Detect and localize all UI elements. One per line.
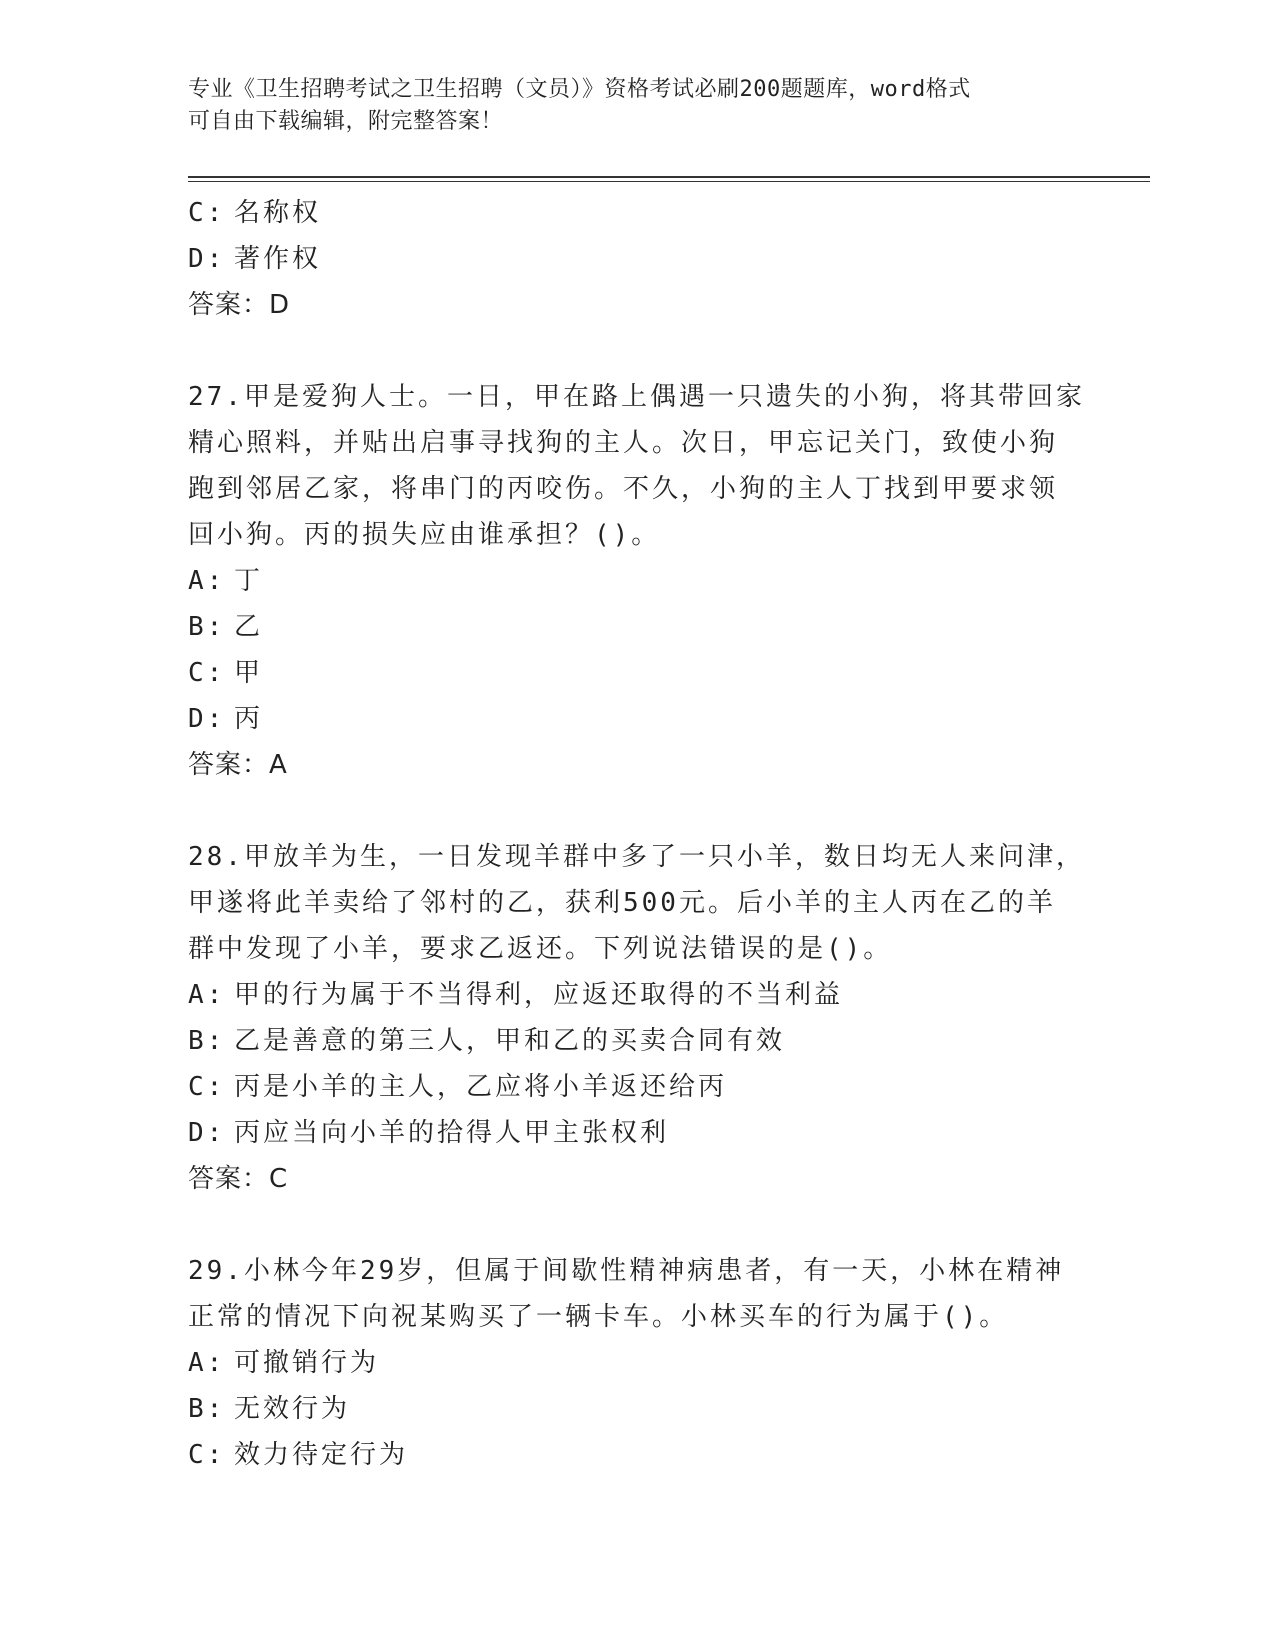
option-text: 名称权 [234,198,322,228]
question-text-line: 精心照料，并贴出启事寻找狗的主人。次日，甲忘记关门，致使小狗 [188,428,1059,458]
option-b [188,1018,1088,1064]
option-text: 丁 [234,566,264,596]
option-letter: B: [188,612,226,642]
option-letter: D: [188,1118,226,1148]
answer-line: 答案：A [188,750,288,780]
option-text: 可撤销行为 [234,1348,380,1378]
question-text-line: 群中发现了小羊，要求乙返还。下列说法错误的是()。 [188,934,893,964]
option-text: 丙 [234,704,264,734]
question-text-line: 回小狗。丙的损失应由谁承担？()。 [188,520,661,550]
option-b [188,1386,1088,1432]
question-text-line: 28.甲放羊为生，一日发现羊群中多了一只小羊，数日均无人来问津， [188,842,1085,872]
option-text: 著作权 [234,244,322,274]
document-header [188,74,1068,138]
question-28 [188,834,1088,1202]
header-divider-thin [188,181,1150,182]
option-c [188,1432,1088,1478]
option-text: 乙是善意的第三人，甲和乙的买卖合同有效 [234,1026,786,1056]
option-text: 乙 [234,612,264,642]
option-a [188,972,1088,1018]
option-d [188,696,1088,742]
question-text-line: 27.甲是爱狗人士。一日，甲在路上偶遇一只遗失的小狗，将其带回家 [188,382,1085,412]
option-text: 甲 [234,658,264,688]
option-c [188,650,1088,696]
question-26-tail [188,190,1088,328]
option-text: 效力待定行为 [234,1440,409,1470]
answer-line: 答案：D [188,290,291,320]
option-letter: C: [188,1440,226,1470]
option-a [188,558,1088,604]
question-text-line: 甲遂将此羊卖给了邻村的乙，获利500元。后小羊的主人丙在乙的羊 [188,888,1056,918]
option-letter: D: [188,704,226,734]
header-line-2: 可自由下载编辑，附完整答案！ [188,109,504,134]
option-a [188,1340,1088,1386]
option-letter: A: [188,566,226,596]
option-c [188,1064,1088,1110]
answer-line: 答案：C [188,1164,289,1194]
option-letter: C: [188,658,226,688]
option-letter: A: [188,980,226,1010]
option-c [188,190,1088,236]
header-divider-thick [188,176,1150,178]
question-text-line: 29.小林今年29岁，但属于间歇性精神病患者，有一天，小林在精神 [188,1256,1065,1286]
option-letter: B: [188,1026,226,1056]
option-d [188,1110,1088,1156]
option-text: 甲的行为属于不当得利，应返还取得的不当利益 [234,980,844,1010]
header-line-1: 专业《卫生招聘考试之卫生招聘（文员）》资格考试必刷200题题库，word格式 [188,77,971,102]
option-d [188,236,1088,282]
option-letter: D: [188,244,226,274]
option-text: 丙是小羊的主人，乙应将小羊返还给丙 [234,1072,728,1102]
question-27 [188,374,1088,788]
option-text: 无效行为 [234,1394,351,1424]
question-text-line: 正常的情况下向祝某购买了一辆卡车。小林买车的行为属于()。 [188,1302,1009,1332]
option-letter: C: [188,1072,226,1102]
option-letter: B: [188,1394,226,1424]
option-text: 丙应当向小羊的拾得人甲主张权利 [234,1118,670,1148]
question-29 [188,1248,1088,1478]
option-letter: A: [188,1348,226,1378]
question-text-line: 跑到邻居乙家，将串门的丙咬伤。不久，小狗的主人丁找到甲要求领 [188,474,1059,504]
option-b [188,604,1088,650]
document-body [188,190,1088,1478]
option-letter: C: [188,198,226,228]
